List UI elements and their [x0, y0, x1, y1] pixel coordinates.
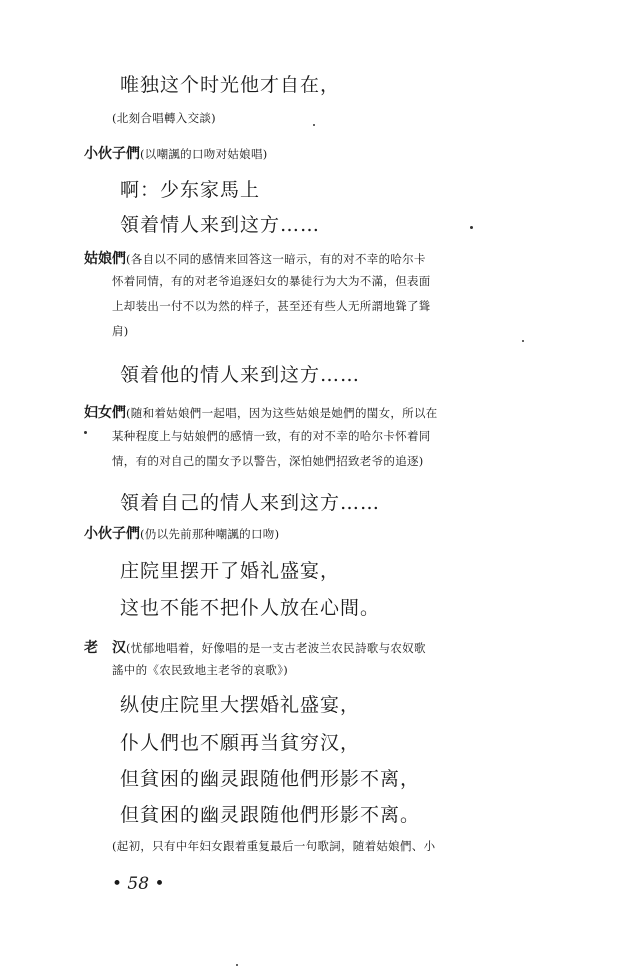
stage-direction-cont: 肩) [112, 324, 129, 338]
stage-direction: (忧郁地唱着，好像唱的是一支古老波兰农民詩歌与农奴歌 [126, 641, 426, 655]
speaker-cue [84, 143, 268, 163]
scan-speck [470, 226, 473, 229]
verse-line: 啊：少东家馬上 [120, 179, 261, 201]
verse-line: 領着情人来到这方…… [120, 214, 321, 236]
verse-line: 領着他的情人来到这方…… [120, 364, 361, 386]
speaker-name: 小伙子們 [84, 146, 140, 162]
scan-speck [313, 124, 315, 126]
speaker-cue [84, 637, 426, 657]
scan-speck [236, 964, 238, 966]
verse-line: 但貧困的幽灵跟随他們形影不离， [120, 768, 421, 790]
stage-direction-cont: 某种程度上与姑娘們的感情一致，有的对不幸的哈尔卡怀着同 [112, 429, 431, 443]
stage-direction-cont: 怀着同情，有的对老爷追逐妇女的暴徒行为大为不滿，但表面 [112, 274, 431, 288]
stage-note: (北刻合唱轉入交談) [112, 111, 216, 125]
speaker-name: 妇女們 [84, 405, 126, 421]
page-number: • 58 • [112, 874, 165, 894]
speaker-name: 姑娘們 [84, 251, 126, 267]
verse-line: 仆人們也不願再当貧穷汉， [120, 732, 361, 754]
scan-speck [84, 431, 87, 434]
speaker-name: 老 汉 [84, 640, 126, 656]
stage-note: (起初，只有中年妇女跟着重复最后一句歌詞，随着姑娘們、小 [112, 839, 436, 853]
verse-line: 庄院里摆开了婚礼盛宴， [120, 560, 341, 582]
verse-line: 纵使庄院里大摆婚礼盛宴， [120, 694, 361, 716]
speaker-cue [84, 523, 279, 543]
speaker-cue [84, 402, 438, 422]
speaker-cue [84, 248, 426, 268]
verse-line: 但貧困的幽灵跟随他們形影不离。 [120, 804, 421, 826]
stage-direction: (各自以不同的感情来回答这一暗示，有的对不幸的哈尔卡 [126, 252, 426, 266]
stage-direction-cont: 情，有的对自己的閨女予以警告，深怕她們招致老爷的追逐) [112, 454, 424, 468]
verse-line: 这也不能不把仆人放在心間。 [120, 597, 381, 619]
speaker-name: 小伙子們 [84, 526, 140, 542]
verse-line: 唯独这个时光他才自在， [120, 74, 341, 96]
scan-speck [522, 340, 524, 342]
stage-direction: (以嘲諷的口吻对姑娘唱) [140, 147, 268, 161]
stage-direction-cont: 謠中的《农民致地主老爷的哀歌》) [112, 663, 289, 677]
verse-line: 領着自己的情人来到这方…… [120, 492, 381, 514]
stage-direction: (仍以先前那种嘲諷的口吻) [140, 527, 280, 541]
stage-direction-cont: 上却装出一付不以为然的样子，甚至还有些人无所謂地聳了聳 [112, 299, 431, 313]
stage-direction: (随和着姑娘們一起唱，因为这些姑娘是她們的閨女，所以在 [126, 406, 438, 420]
